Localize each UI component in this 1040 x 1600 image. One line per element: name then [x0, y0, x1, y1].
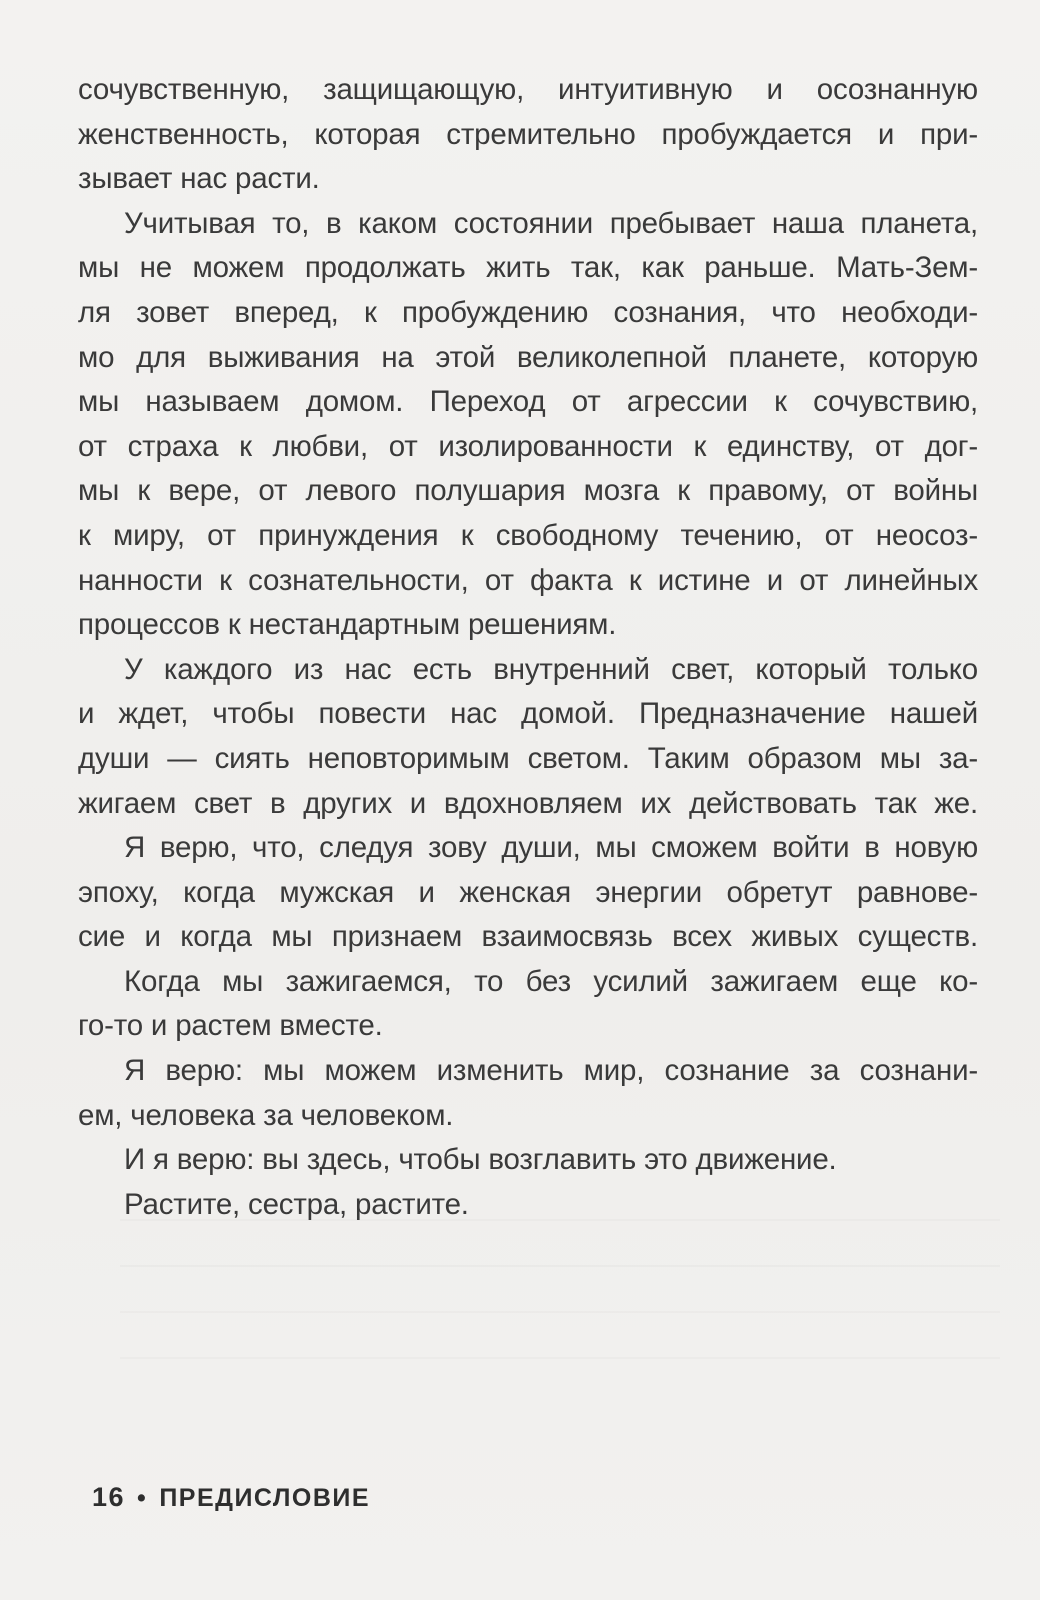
text-line: души — сиять неповторимым светом. Таким образом мы за- — [78, 741, 978, 775]
text-line: ля зовет вперед, к пробуждению сознания, что необходи- — [78, 295, 978, 329]
text-line: И я верю: вы здесь, чтобы возглавить это движение. — [124, 1143, 837, 1177]
text-line: мы не можем продолжать жить так, как раньше. Мать-Зем- — [78, 251, 978, 285]
text-line: к миру, от принуждения к свободному течению, от неосоз- — [78, 518, 978, 552]
text-line: эпоху, когда мужская и женская энергии обретут равнове- — [78, 875, 978, 909]
body-text — [78, 68, 978, 1227]
text-line: Я верю, что, следуя зову души, мы сможем войти в новую — [124, 831, 978, 865]
text-line: от страха к любви, от изолированности к единству, от дог- — [78, 429, 978, 463]
text-line: ем, человека за человеком. — [78, 1098, 454, 1132]
text-line: сие и когда мы признаем взаимосвязь всех живых существ. — [78, 920, 978, 954]
text-line: зывает нас расти. — [78, 162, 320, 196]
text-line: Когда мы зажигаемся, то без усилий зажигаем еще ко- — [124, 964, 978, 998]
footer-separator: • — [137, 1484, 148, 1512]
text-line: У каждого из нас есть внутренний свет, который только — [124, 652, 978, 686]
text-line: мы называем домом. Переход от агрессии к сочувствию, — [78, 385, 978, 419]
text-line: нанности к сознательности, от факта к истине и от линейных — [78, 563, 978, 597]
section-title: ПРЕДИСЛОВИЕ — [159, 1484, 371, 1512]
text-line: процессов к нестандартным решениям. — [78, 608, 617, 642]
text-line: и ждет, чтобы повести нас домой. Предназначение нашей — [78, 697, 978, 731]
running-footer — [92, 1482, 370, 1513]
text-line: женственность, которая стремительно пробуждается и при- — [78, 117, 978, 151]
text-line: сочувственную, защищающую, интуитивную и осознанную — [78, 73, 978, 106]
text-line: Я верю: мы можем изменить мир, сознание за сознани- — [124, 1054, 978, 1088]
text-line: го-то и растем вместе. — [78, 1009, 383, 1043]
text-line: мы к вере, от левого полушария мозга к правому, от войны — [78, 474, 978, 508]
text-line: мо для выживания на этой великолепной планете, которую — [78, 340, 978, 374]
page-number: 16 — [92, 1482, 126, 1512]
text-line: жигаем свет в других и вдохновляем их действовать так же. — [78, 786, 978, 820]
text-line: Учитывая то, в каком состоянии пребывает наша планета, — [124, 206, 978, 240]
text-line: Растите, сестра, растите. — [124, 1187, 469, 1221]
